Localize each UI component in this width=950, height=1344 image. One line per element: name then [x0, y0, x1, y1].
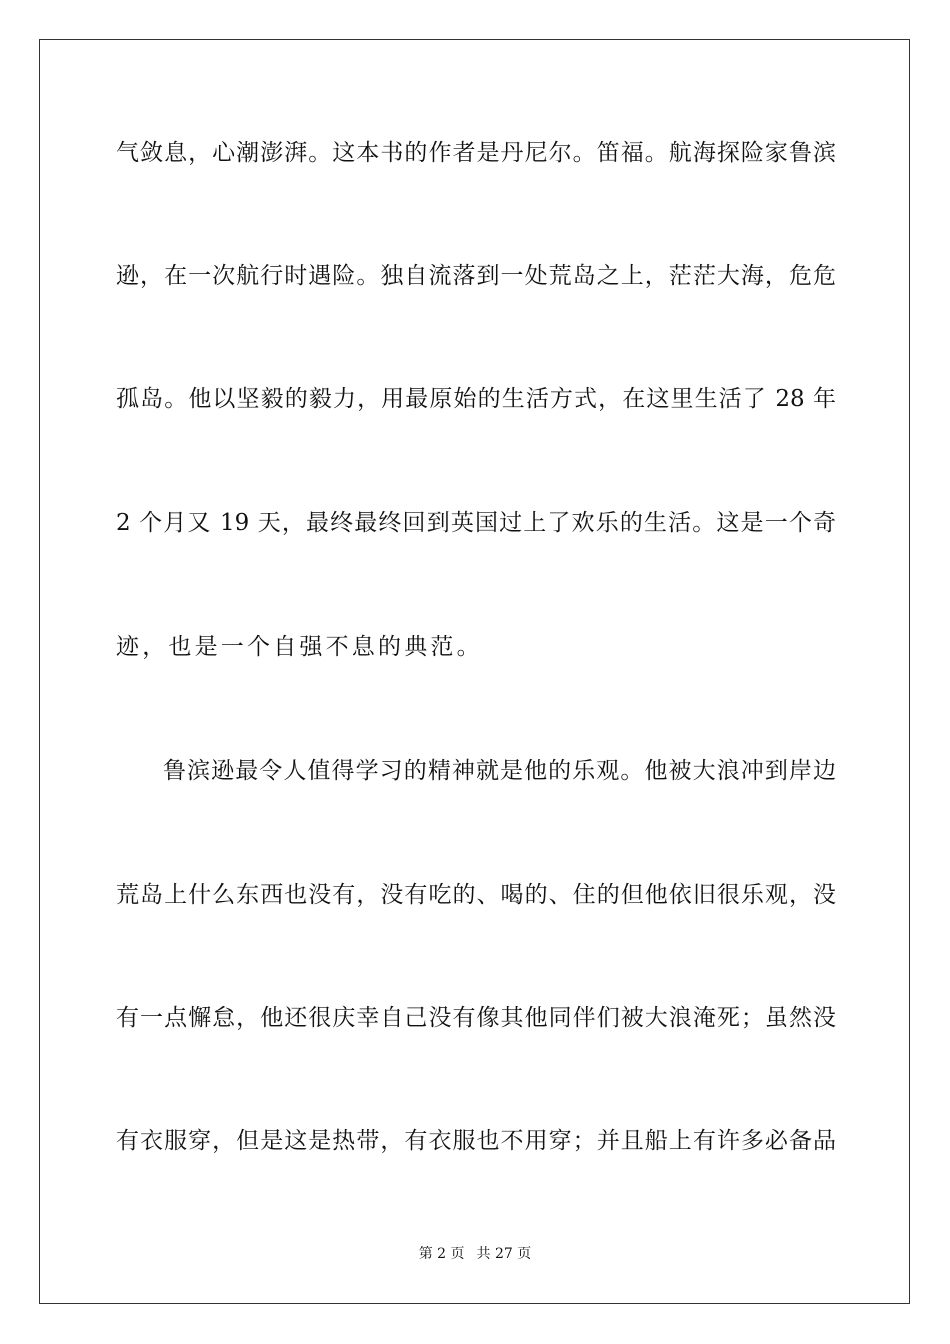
paragraph-line: 逊，在一次航行时遇险。独自流落到一处荒岛之上，茫茫大海，危危	[116, 263, 836, 289]
page-total: 共 27 页	[476, 1246, 532, 1262]
paragraph-line: 2 个月又 19 天，最终最终回到英国过上了欢乐的生活。这是一个奇	[116, 510, 836, 536]
page-number: 第 2 页	[418, 1246, 465, 1262]
paragraph-line: 孤岛。他以坚毅的毅力，用最原始的生活方式，在这里生活了 28 年	[116, 386, 836, 412]
paragraph-line: 鲁滨逊最令人值得学习的精神就是他的乐观。他被大浪冲到岸边	[163, 758, 836, 784]
paragraph-line: 迹，也是一个自强不息的典范。	[116, 634, 483, 660]
paragraph-line: 荒岛上什么东西也没有，没有吃的、喝的、住的但他依旧很乐观，没	[116, 882, 836, 908]
paragraph-line: 有一点懈怠，他还很庆幸自己没有像其他同伴们被大浪淹死；虽然没	[116, 1005, 836, 1031]
page-border	[39, 39, 910, 1304]
page-footer	[0, 1245, 950, 1263]
paragraph-line: 有衣服穿，但是这是热带，有衣服也不用穿；并且船上有许多必备品	[116, 1128, 836, 1154]
paragraph-line: 气敛息，心潮澎湃。这本书的作者是丹尼尔。笛福。航海探险家鲁滨	[116, 140, 836, 166]
